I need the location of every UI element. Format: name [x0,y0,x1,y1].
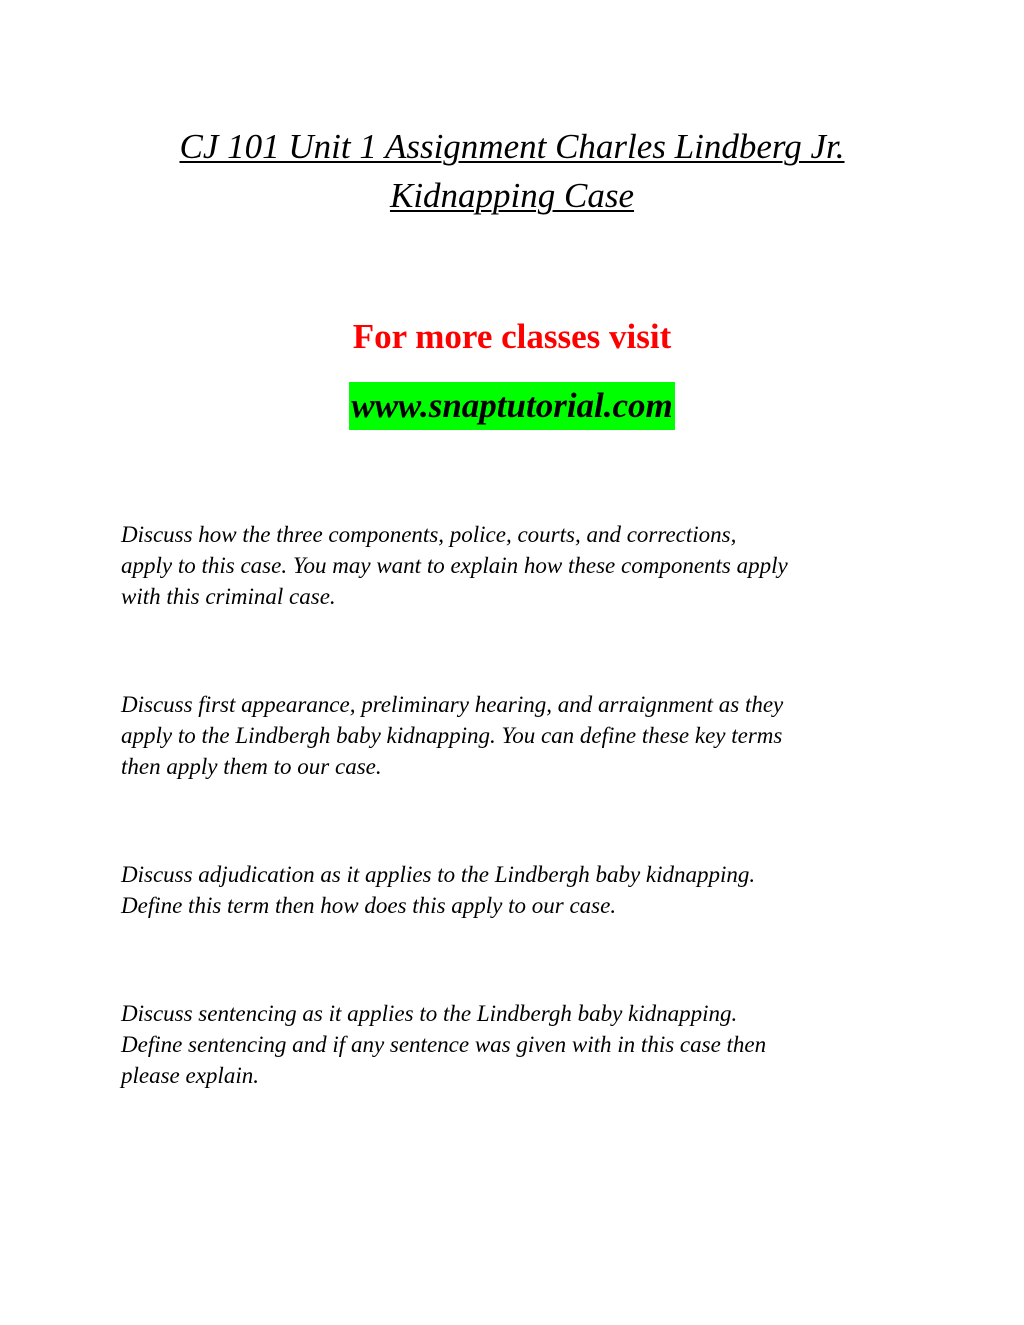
snaptutorial-link[interactable]: www.snaptutorial.com [349,382,675,430]
question-1-line-3: with this criminal case. [121,584,336,609]
question-paragraph-2 [121,689,921,782]
promo-text: For more classes visit [352,317,672,356]
question-4-line-3: please explain. [121,1063,259,1088]
question-4-line-2: Define sentencing and if any sentence was given with in this case then [121,1032,767,1057]
title-line-1: CJ 101 Unit 1 Assignment Charles Lindberg Jr. [179,127,845,166]
question-paragraph-4 [121,998,921,1091]
promo-link-container [0,382,1024,430]
question-1-line-1: Discuss how the three components, police, courts, and corrections, [121,522,737,547]
document-title [0,122,1024,220]
question-4-line-1: Discuss sentencing as it applies to the Lindbergh baby kidnapping. [121,1001,738,1026]
question-2-line-2: apply to the Lindbergh baby kidnapping. You can define these key terms [121,723,783,748]
question-3-line-1: Discuss adjudication as it applies to the Lindbergh baby kidnapping. [121,862,756,887]
question-3-line-2: Define this term then how does this apply to our case. [121,893,617,918]
title-line-2: Kidnapping Case [389,176,635,215]
question-2-line-1: Discuss first appearance, preliminary hearing, and arraignment as they [121,692,784,717]
question-2-line-3: then apply them to our case. [121,754,382,779]
question-paragraph-3 [121,859,921,921]
question-1-line-2: apply to this case. You may want to explain how these components apply [121,553,788,578]
question-paragraph-1 [121,519,921,612]
